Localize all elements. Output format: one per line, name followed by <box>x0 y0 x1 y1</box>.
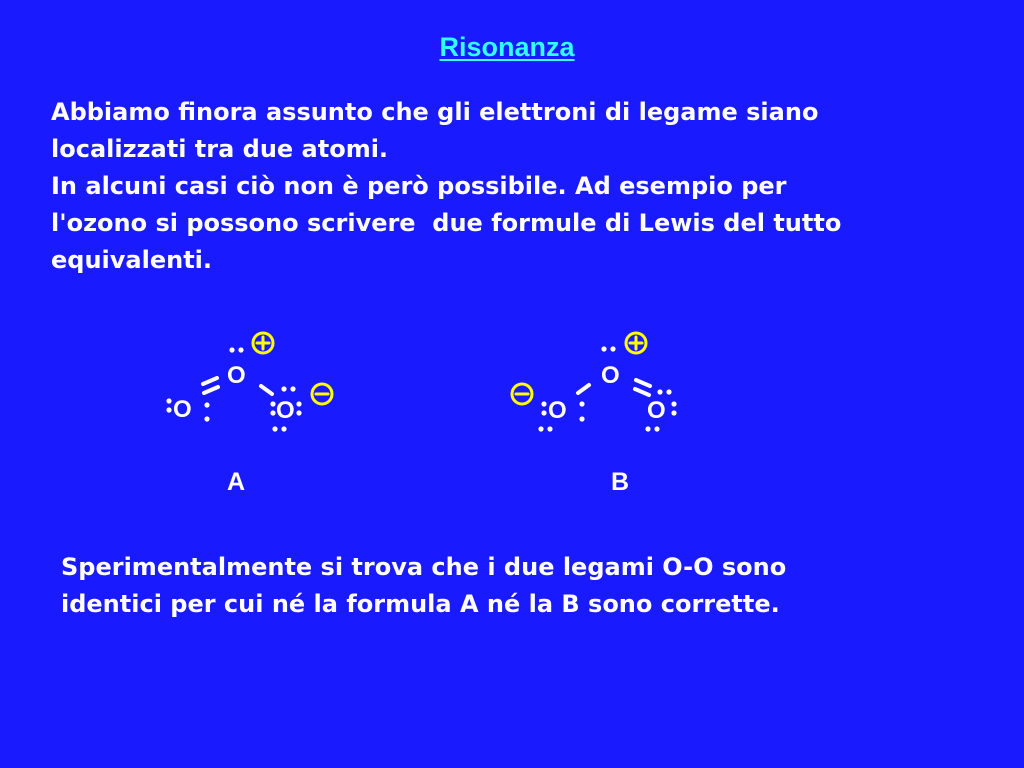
lone-pair-dot <box>654 426 659 431</box>
right-oxygen-atom: O <box>647 397 666 424</box>
double-bond-line <box>203 378 217 384</box>
lone-pair-dot <box>281 426 286 431</box>
lone-pair-dot <box>296 401 301 406</box>
structure-b <box>512 333 677 496</box>
lone-pair-dot <box>671 401 676 406</box>
lone-pair-dot <box>166 398 171 403</box>
double-bond-line <box>204 387 218 393</box>
negative-charge-icon <box>512 384 532 404</box>
double-bond-line <box>635 389 649 395</box>
lone-pair-dot <box>296 410 301 415</box>
lone-pair-dot <box>270 410 275 415</box>
positive-charge-icon <box>253 333 273 353</box>
lone-pair-dot <box>538 426 543 431</box>
lone-pair-dot <box>547 426 552 431</box>
slide-title: Risonanza <box>439 32 575 62</box>
intro-line-3: In alcuni casi ciò non è però possibile. Ad esempio per <box>51 172 787 200</box>
intro-line-2: localizzati tra due atomi. <box>51 135 389 163</box>
lone-pair-dot <box>610 346 615 351</box>
structure-a-label: A <box>227 468 246 496</box>
double-bond-line <box>636 380 650 386</box>
lone-pair-dot <box>290 386 295 391</box>
left-oxygen-atom: O <box>548 397 567 424</box>
lone-pair-dot <box>657 389 662 394</box>
conclusion-paragraph <box>61 549 786 623</box>
lone-pair-dot <box>238 347 243 352</box>
negative-charge-icon <box>312 384 332 404</box>
intro-line-5: equivalenti. <box>51 246 213 274</box>
left-oxygen-atom: O <box>173 396 192 423</box>
lone-pair-dot <box>601 346 606 351</box>
lone-pair-dot <box>229 347 234 352</box>
single-bond-line <box>261 386 272 394</box>
intro-line-4: l'ozono si possono scrivere due formule di Lewis del tutto <box>51 209 842 237</box>
lone-pair-dot <box>204 416 209 421</box>
right-oxygen-atom: O <box>276 397 295 424</box>
lone-pair-dot <box>666 389 671 394</box>
structure-a <box>166 333 332 496</box>
center-oxygen-atom: O <box>601 362 620 389</box>
lone-pair-dot <box>270 401 275 406</box>
center-oxygen-atom: O <box>227 362 246 389</box>
intro-line-1: Abbiamo finora assunto che gli elettroni di legame siano <box>51 98 819 126</box>
lone-pair-dot <box>166 407 171 412</box>
lone-pair-dot <box>541 401 546 406</box>
conclusion-line-2: identici per cui né la formula A né la B sono corrette. <box>61 590 780 618</box>
lone-pair-dot <box>579 416 584 421</box>
conclusion-line-1: Sperimentalmente si trova che i due legami O-O sono <box>61 553 787 581</box>
positive-charge-icon <box>626 333 646 353</box>
lone-pair-dot <box>579 401 584 406</box>
lone-pair-dot <box>204 402 209 407</box>
lone-pair-dot <box>541 410 546 415</box>
lone-pair-dot <box>272 426 277 431</box>
single-bond-line <box>578 385 589 393</box>
structure-b-label: B <box>611 468 630 496</box>
lone-pair-dot <box>671 410 676 415</box>
lone-pair-dot <box>281 386 286 391</box>
lone-pair-dot <box>645 426 650 431</box>
